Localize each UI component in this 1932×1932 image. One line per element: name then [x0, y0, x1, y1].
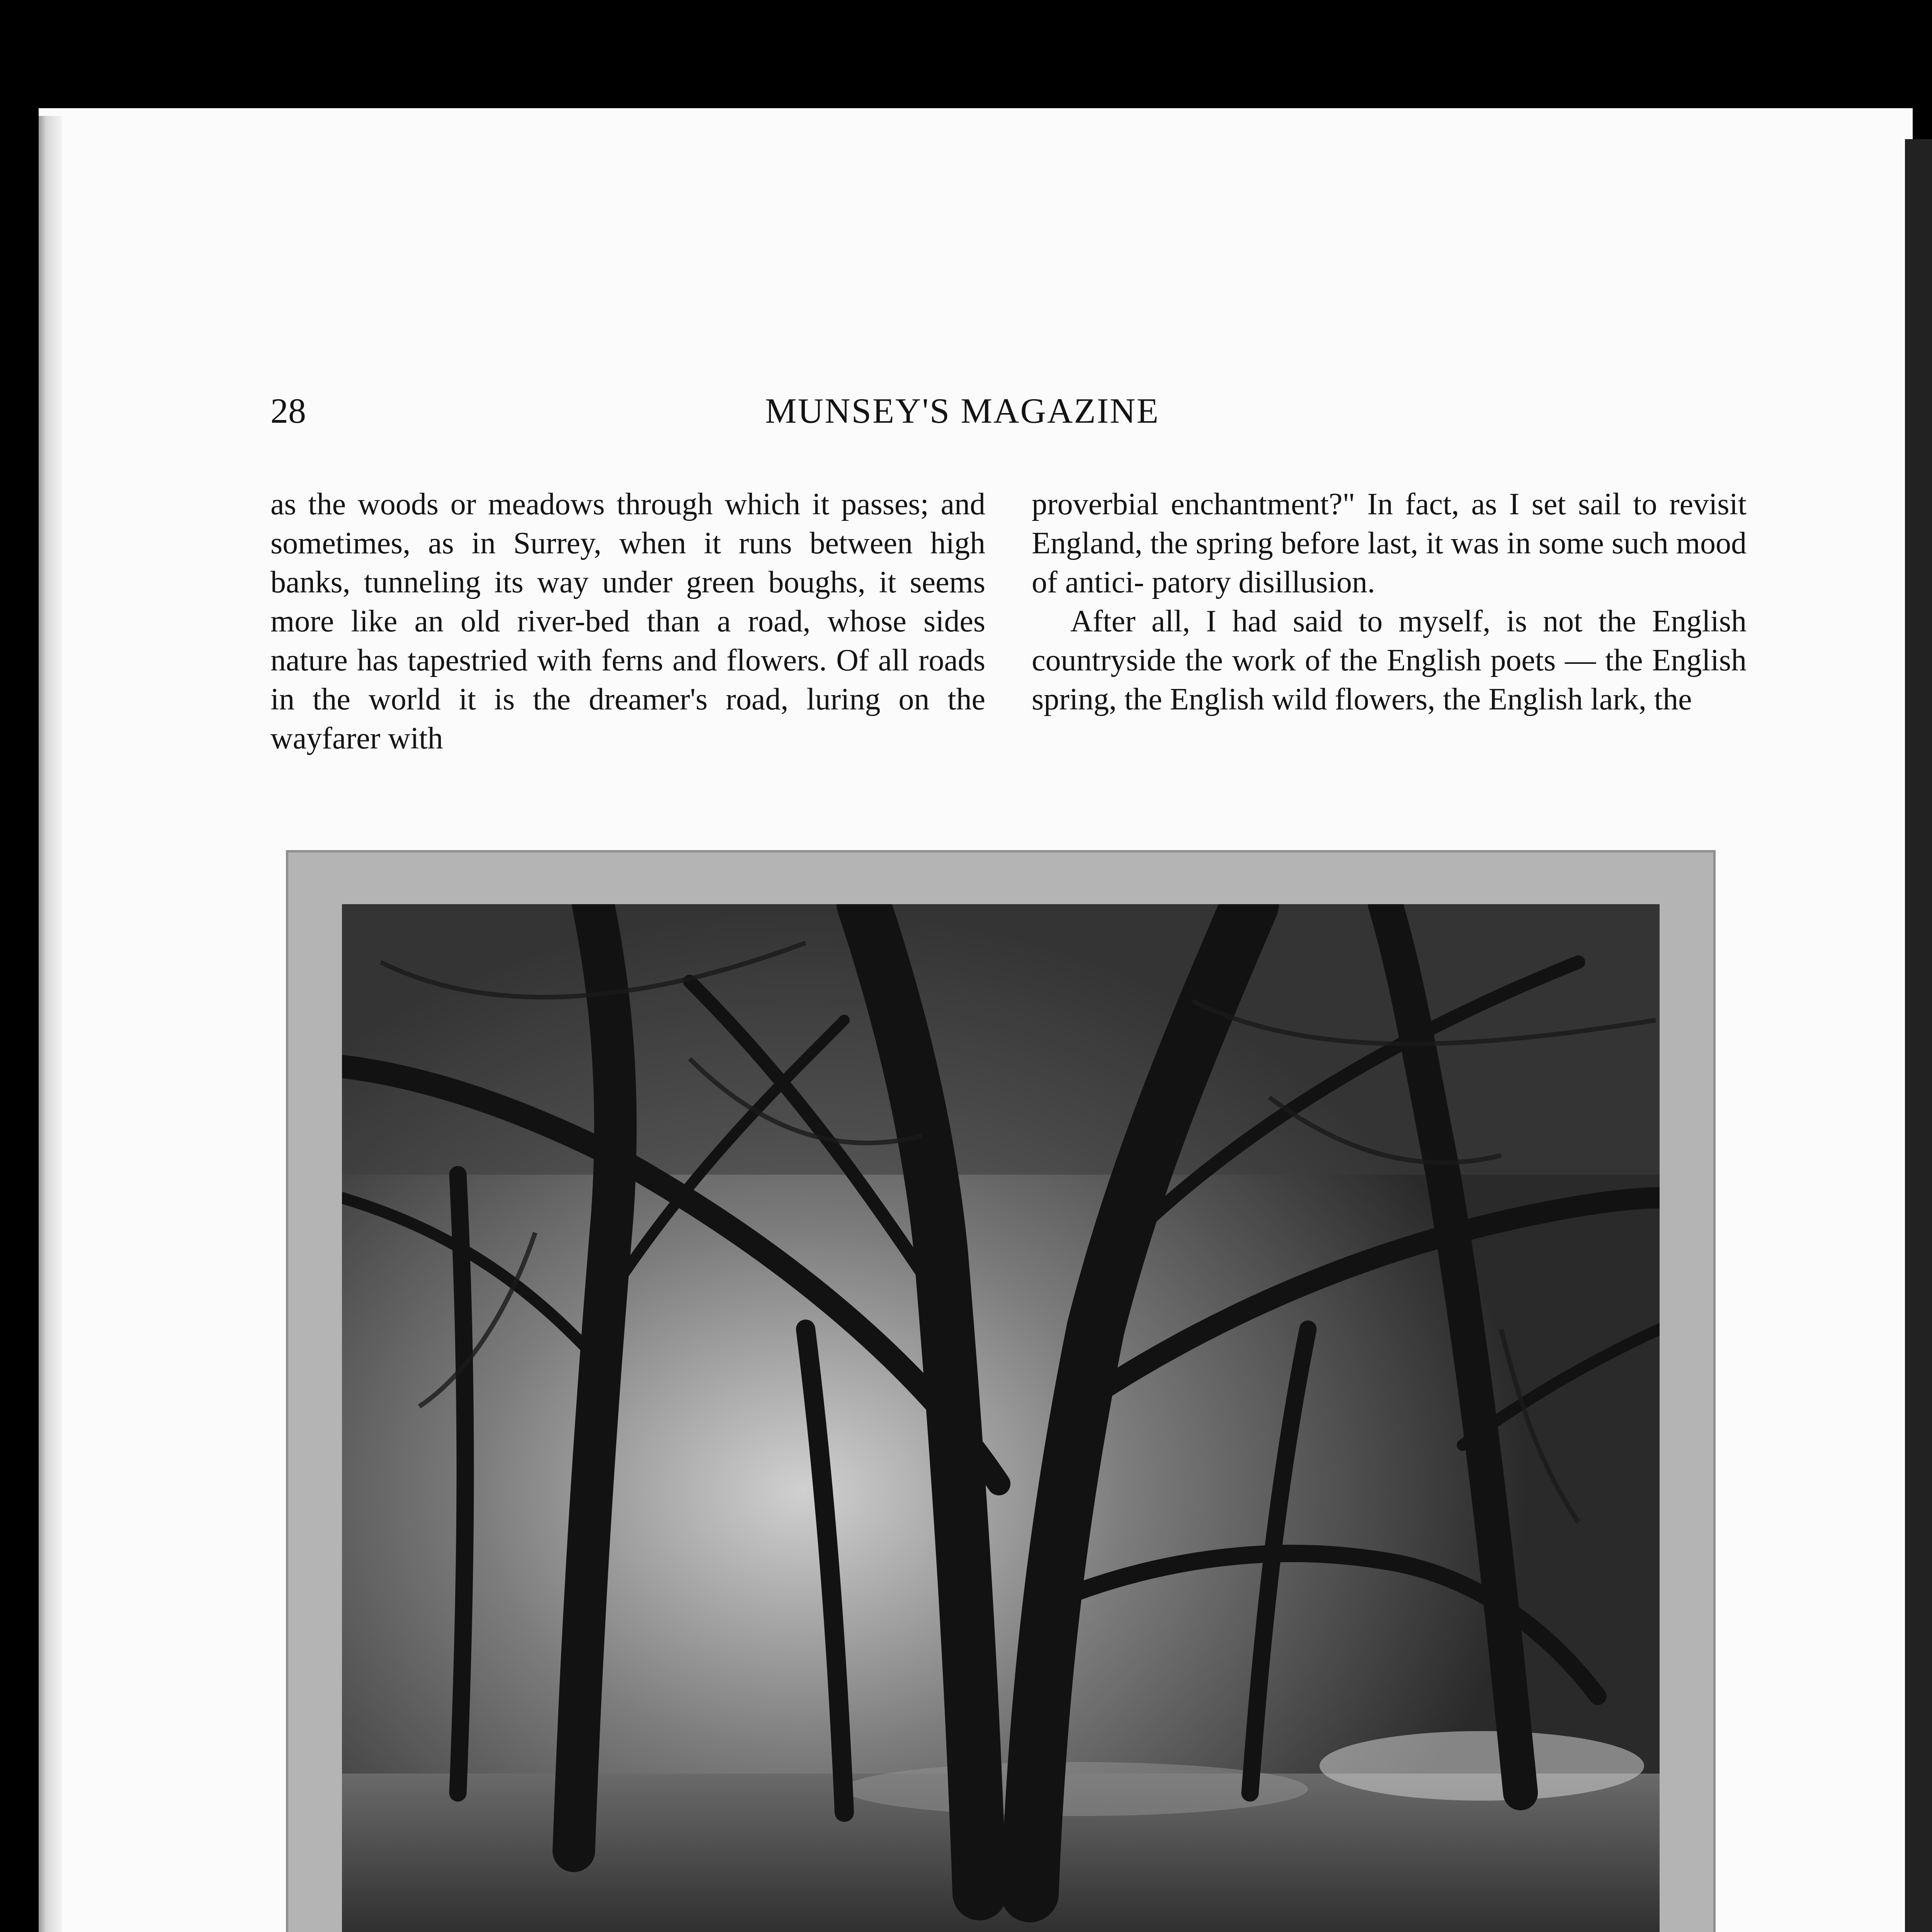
epping-forest-photograph	[342, 904, 1660, 1932]
column-top-left	[270, 485, 985, 758]
page-gutter-shadow	[39, 116, 62, 1932]
paragraph: proverbial enchantment?" In fact, as I set sail to revisit England, the spring before last, it was in some such mood of antici- patory disillusion.	[1032, 487, 1747, 599]
forest-illustration	[342, 904, 1660, 1932]
adjacent-page-edge	[1905, 139, 1932, 1932]
forest-photograph-frame	[286, 850, 1716, 1932]
page-number: 28	[270, 391, 306, 430]
column-top-right	[1032, 485, 1747, 719]
paragraph: as the woods or meadows through which it passes; and sometimes, as in Surrey, when it runs between high banks, tunneling its way under green boughs, it seems more like an old river-bed than a road, whose sides nature has tapestried with ferns and flowers. Of all roads in the world it is the dreamer's road, luring on the wayfarer with	[270, 487, 985, 755]
magazine-page	[39, 108, 1913, 1932]
paragraph: After all, I had said to myself, is not the English countryside the work of the English poets — the English spring, the English wild flowers, the English lark, the	[1032, 604, 1747, 716]
running-head: MUNSEY'S MAGAZINE	[765, 391, 1160, 430]
